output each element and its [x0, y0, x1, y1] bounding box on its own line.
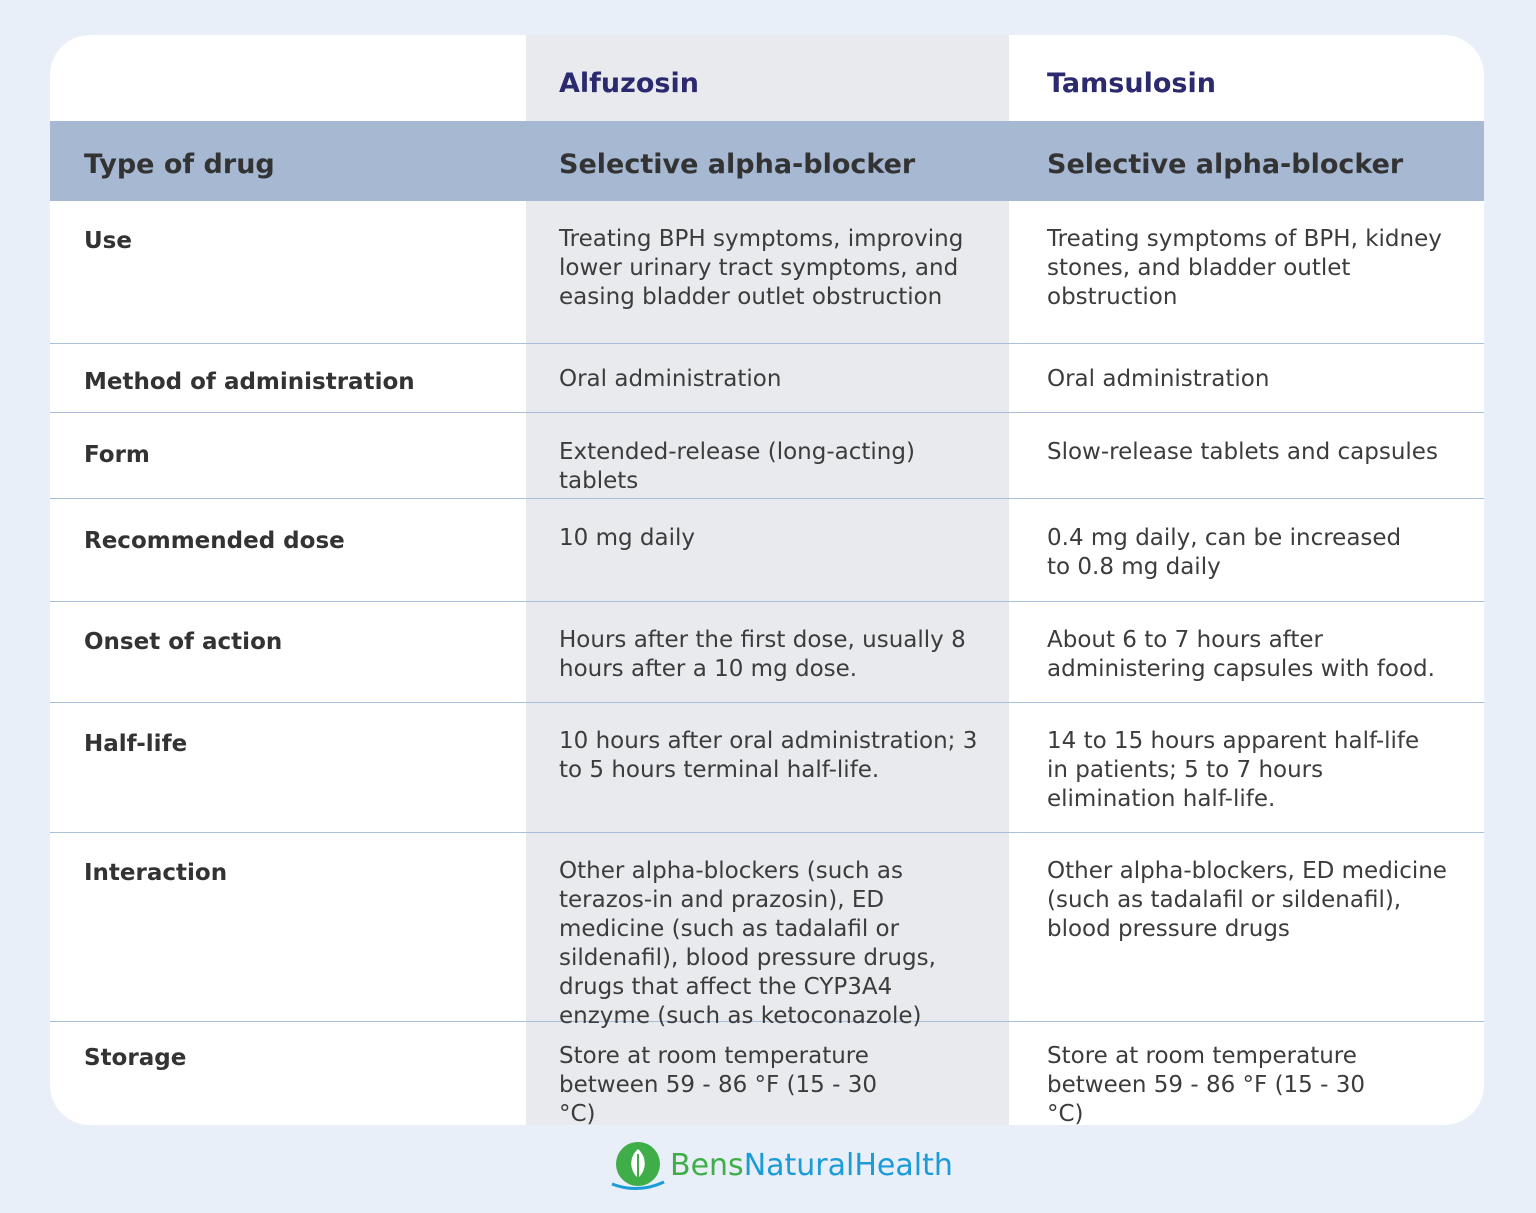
- row-label: Onset of action: [84, 629, 283, 655]
- alfuzosin-cell: Hours after the first dose, usually 8 hours after a 10 mg dose.: [559, 627, 966, 682]
- tamsulosin-cell: Oral administration: [1047, 366, 1270, 392]
- tamsulosin-cell: Other alpha-blockers, ED medicine (such as tadalafil or sildenafil), blood pressure drugs: [1047, 858, 1447, 942]
- alfuzosin-cell: Extended-release (long-acting) tablets: [559, 439, 915, 494]
- table-row-half-life: [50, 703, 1484, 833]
- row-label: Interaction: [84, 860, 228, 886]
- column-header-tamsulosin: Tamsulosin: [1047, 68, 1216, 99]
- row-label: Recommended dose: [84, 528, 345, 554]
- alfuzosin-cell: Treating BPH symptoms, improving lower urinary tract symptoms, and easing bladder outlet obstruction: [559, 226, 964, 310]
- tamsulosin-cell: Store at room temperature between 59 - 86 °F (15 - 30 °C): [1047, 1043, 1366, 1125]
- table-row-onset: [50, 602, 1484, 703]
- alfuzosin-cell: 10 mg daily: [559, 525, 695, 551]
- alfuzosin-cell: 10 hours after oral administration; 3 to 5 hours terminal half-life.: [559, 728, 978, 783]
- row-label: Type of drug: [84, 149, 275, 180]
- alfuzosin-cell: Other alpha-blockers (such as terazos-in and prazosin), ED medicine (such as tadalafil or sildenafil), blood pressure drugs, drugs that affect the CYP3A4 enzyme (such as ketoconazole): [559, 858, 936, 1029]
- row-label: Half-life: [84, 731, 188, 757]
- alfuzosin-cell: Selective alpha-blocker: [559, 149, 916, 180]
- tamsulosin-cell: Slow-release tablets and capsules: [1047, 439, 1438, 465]
- brand-part-health: Health: [854, 1148, 953, 1183]
- tamsulosin-cell: About 6 to 7 hours after administering capsules with food.: [1047, 627, 1435, 682]
- table-row-use: [50, 201, 1484, 344]
- tamsulosin-cell: 0.4 mg daily, can be increased to 0.8 mg daily: [1047, 525, 1402, 580]
- brand-part-natural: Natural: [743, 1148, 855, 1183]
- tamsulosin-cell: Selective alpha-blocker: [1047, 149, 1404, 180]
- column-header-alfuzosin: Alfuzosin: [559, 68, 699, 99]
- leaf-icon: [608, 1140, 668, 1192]
- table-row-dose: [50, 499, 1484, 602]
- brand-part-bens: Bens: [670, 1148, 744, 1183]
- bens-natural-health-logo: [608, 1140, 953, 1192]
- table-row-interaction: [50, 833, 1484, 1029]
- row-label: Storage: [84, 1045, 187, 1071]
- brand-name: [670, 1148, 953, 1183]
- tamsulosin-cell: Treating symptoms of BPH, kidney stones, and bladder outlet obstruction: [1047, 226, 1442, 310]
- comparison-table: [50, 35, 1484, 1125]
- table-row-method: [50, 344, 1484, 413]
- alfuzosin-cell: Store at room temperature between 59 - 86 °F (15 - 30 °C): [559, 1043, 878, 1125]
- row-label: Method of administration: [84, 369, 415, 395]
- type-of-drug-row: [50, 121, 1484, 201]
- table-row-storage: [50, 1022, 1484, 1125]
- tamsulosin-cell: 14 to 15 hours apparent half-life in patients; 5 to 7 hours elimination half-life.: [1047, 728, 1420, 812]
- row-label: Form: [84, 442, 150, 468]
- alfuzosin-cell: Oral administration: [559, 366, 782, 392]
- row-label: Use: [84, 228, 132, 254]
- table-row-form: [50, 413, 1484, 499]
